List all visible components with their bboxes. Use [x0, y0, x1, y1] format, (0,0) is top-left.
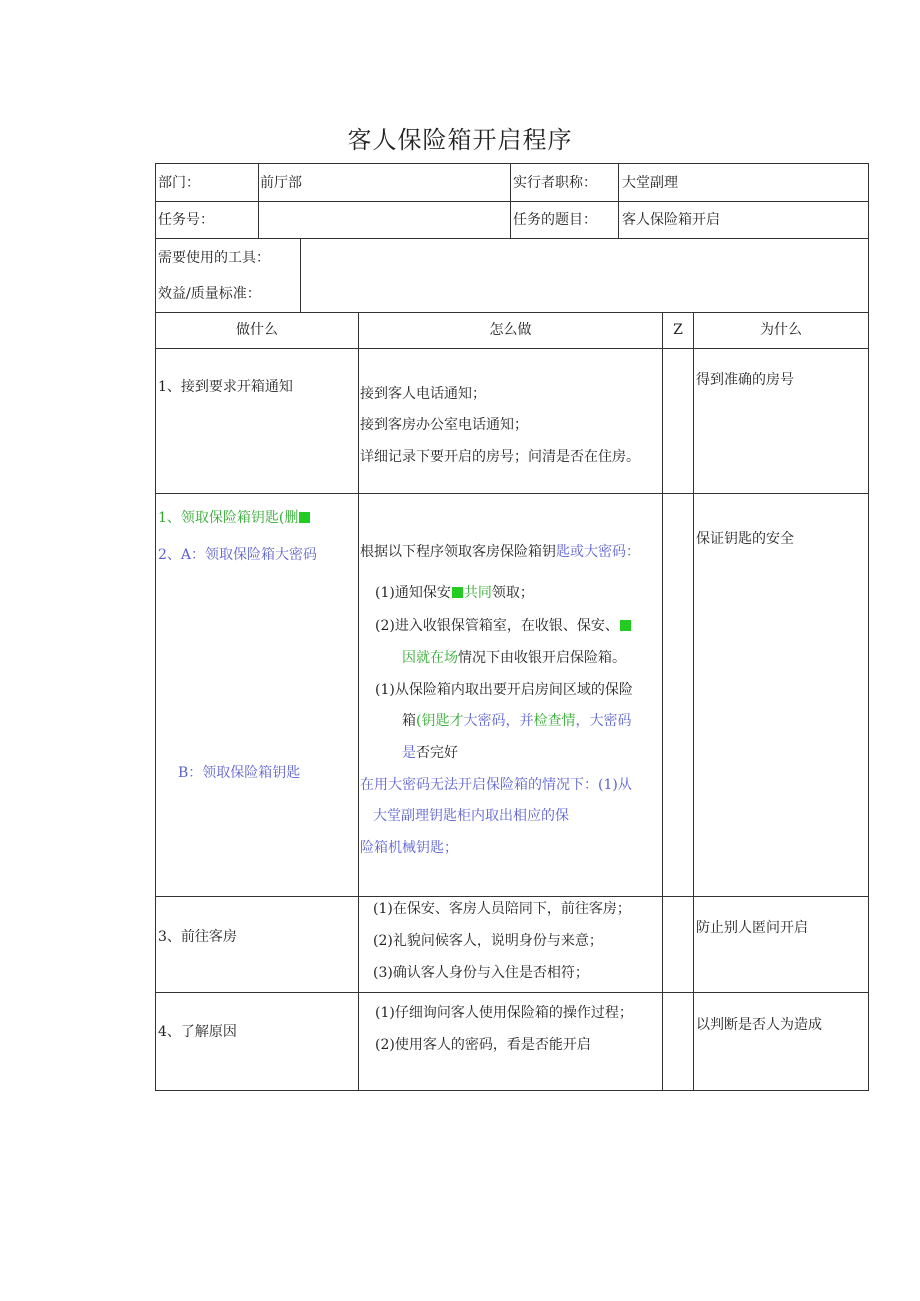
dept-label: 部门： [158, 175, 200, 191]
step-3-how-line: (2)礼貌问候客人，说明身份与来意； [373, 933, 603, 949]
step-2-how-3d: 大密码，并 [463, 713, 534, 729]
table-rule [155, 201, 869, 202]
step-2-how-2c: 情况下由收银开启保险箱。 [458, 650, 626, 666]
table-rule [358, 312, 359, 1091]
step-2-how-3c: (钥匙才 [416, 713, 464, 729]
step-2-how-1a: (1)通知保安 [375, 585, 451, 601]
step-2-how-3-cont [402, 711, 631, 731]
column-header-what: 做什么 [236, 322, 278, 338]
step-2-how-3e: 检查情 [533, 713, 576, 729]
step-1-what: 1、接到要求开箱通知 [158, 379, 293, 395]
green-marker-icon [299, 512, 310, 523]
step-2-what-c: B：领取保险箱钥匙 [178, 765, 301, 781]
step-2-how-2b: 因就在场 [402, 650, 458, 666]
column-header-why: 为什么 [760, 322, 802, 338]
task-title-label: 任务的题目： [513, 212, 597, 228]
table-rule [155, 312, 869, 313]
step-1-how-line: 接到客人电话通知； [360, 386, 486, 402]
step-2-how-2 [375, 616, 632, 636]
table-rule [693, 312, 694, 1091]
step-3-how-line: (3)确认客人身份与入住是否相符； [373, 965, 589, 981]
step-2-how-3-end [402, 743, 458, 763]
tools-label: 需要使用的工具： [158, 250, 270, 266]
table-rule [155, 238, 869, 239]
standard-label: 效益/质量标准： [158, 286, 261, 302]
table-rule [300, 238, 301, 313]
step-1-why: 得到准确的房号 [696, 372, 794, 388]
task-no-label: 任务号： [158, 212, 214, 228]
executor-value: 大堂副理 [622, 175, 678, 191]
table-border-left [155, 163, 156, 1091]
step-2-how-4-end: 险箱机械钥匙； [360, 840, 458, 856]
task-title-value: 客人保险箱开启 [622, 212, 720, 228]
green-marker-icon [452, 587, 463, 598]
step-2-how-3f: ，大密码 [575, 713, 632, 729]
table-rule [155, 493, 869, 494]
step-2-how-intro [360, 542, 640, 562]
table-rule [155, 348, 869, 349]
page-title: 客人保险箱开启程序 [347, 126, 573, 154]
table-rule [510, 163, 511, 239]
step-4-how-line: (2)使用客人的密码，看是否能开启 [375, 1037, 591, 1053]
step-3-why: 防止别人匿问开启 [696, 920, 808, 936]
step-2-how-3: (1)从保险箱内取出要开启房间区域的保险 [375, 682, 633, 698]
executor-label: 实行者职称： [513, 175, 597, 191]
table-border-bottom [155, 1090, 869, 1091]
step-2-how-2a: (2)进入收银保管箱室，在收银、保安、 [375, 618, 619, 634]
step-2-what-a-text: 1、领取保险箱钥匙(删 [158, 510, 299, 526]
step-2-why: 保证钥匙的安全 [696, 531, 794, 547]
column-header-z: Z [673, 322, 683, 338]
table-border-top [155, 163, 869, 164]
step-2-how-intro-a: 根据以下程序领取客房保险箱钥 [360, 544, 556, 560]
step-4-how-line: (1)仔细询问客人使用保险箱的操作过程； [375, 1005, 633, 1021]
step-2-how-3b: 箱 [402, 713, 416, 729]
step-4-what: 4、了解原因 [158, 1024, 237, 1040]
table-rule [155, 992, 869, 993]
table-rule [662, 312, 663, 1091]
step-2-what-b: 2、A：领取保险箱大密码 [158, 547, 318, 563]
step-1-how-line: 接到客房办公室电话通知； [360, 417, 528, 433]
step-3-how-line: (1)在保安、客房人员陪同下，前往客房； [373, 901, 631, 917]
step-2-how-4: 在用大密码无法开启保险箱的情况下：(1)从 [360, 777, 632, 793]
green-marker-icon [620, 620, 631, 631]
step-2-how-intro-b: 匙或大密码： [556, 544, 640, 560]
step-2-what-a [158, 508, 311, 528]
column-header-how: 怎么做 [489, 322, 532, 338]
step-4-why: 以判断是否人为造成 [696, 1017, 822, 1033]
table-rule [155, 896, 869, 897]
step-3-what: 3、前往客房 [158, 929, 237, 945]
step-2-how-3h: 否完好 [416, 745, 458, 761]
step-2-how-1 [375, 583, 534, 603]
dept-value: 前厅部 [260, 175, 302, 191]
step-2-how-1b: 共同 [463, 585, 492, 601]
table-border-right [868, 163, 869, 1091]
step-2-how-2-cont [402, 648, 626, 668]
step-2-how-1c: 领取； [491, 585, 534, 601]
step-2-how-3g: 是 [402, 745, 416, 761]
step-1-how-line: 详细记录下要开启的房号；问清是否在住房。 [360, 449, 640, 465]
step-2-how-4-cont: 大堂副理钥匙柜内取出相应的保 [373, 808, 569, 824]
table-rule [618, 163, 619, 239]
table-rule [258, 163, 259, 239]
